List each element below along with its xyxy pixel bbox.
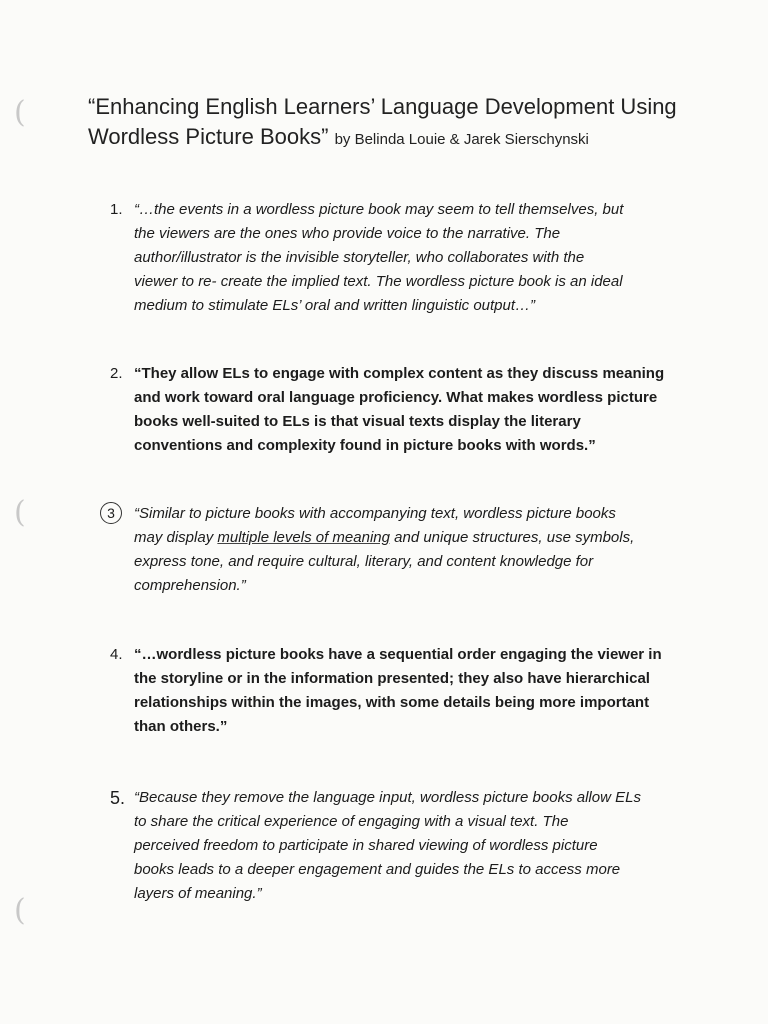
quote-text-end: and unique structures, use symbols, express tone, and require cultural, literary, and content knowledge for comprehension.” <box>134 529 635 594</box>
quote-text: “Because they remove the language input, wordless picture books allow ELs to share the critical experience of engaging with a visual text. The perceived freedom to participate in shared viewing of wordless picture books leads to a deeper engagement and guides the ELs to access more layers of meaning.” <box>134 789 641 902</box>
quote-item-3 <box>107 502 690 598</box>
underlined-phrase: multiple levels of meaning <box>217 529 390 546</box>
quote-text: “…wordless picture books have a sequential order engaging the viewer in the storyline or in the information presented; they also have hierarchical relationships within the images, with some details being more important than others.” <box>134 646 662 735</box>
item-number: 1. <box>110 201 123 218</box>
quote-text-start: “Similar to picture books with accompanying text, wordless picture books may display <box>134 505 616 546</box>
circled-item-number: 3 <box>100 502 122 524</box>
title-authors: by Belinda Louie & Jarek Sierschynski <box>334 131 589 148</box>
title-line-1: “Enhancing English Learners’ Language Development Using <box>88 94 677 119</box>
quote-text <box>134 502 690 598</box>
quote-item-5 <box>110 786 690 906</box>
quote-item-4 <box>110 643 690 739</box>
title-line-2 <box>88 122 728 155</box>
item-number: 5. <box>110 788 126 808</box>
hole-punch-mark: ( <box>14 95 26 130</box>
hole-punch-mark: ( <box>14 495 26 530</box>
quote-text: “They allow ELs to engage with complex content as they discuss meaning and work toward oral language proficiency. What makes wordless picture books well-suited to ELs is that visual texts display the literary conventions and complexity found in picture books with words.” <box>134 365 665 454</box>
item-number: 2. <box>110 365 123 382</box>
document-title <box>88 92 728 155</box>
quote-item-2 <box>110 362 690 458</box>
item-number: 4. <box>110 646 123 663</box>
quote-item-1 <box>110 198 690 318</box>
hole-punch-mark: ( <box>14 893 26 928</box>
title-main: Wordless Picture Books” <box>88 124 329 149</box>
quote-text: “…the events in a wordless picture book may seem to tell themselves, but the viewers are the ones who provide voice to the narrative. The author/illustrator is the invisible storyteller, who collaborates with the viewer to re- create the implied text. The wordless picture book is an ideal medium to stimulate ELs’ oral and written linguistic output…” <box>134 201 624 314</box>
